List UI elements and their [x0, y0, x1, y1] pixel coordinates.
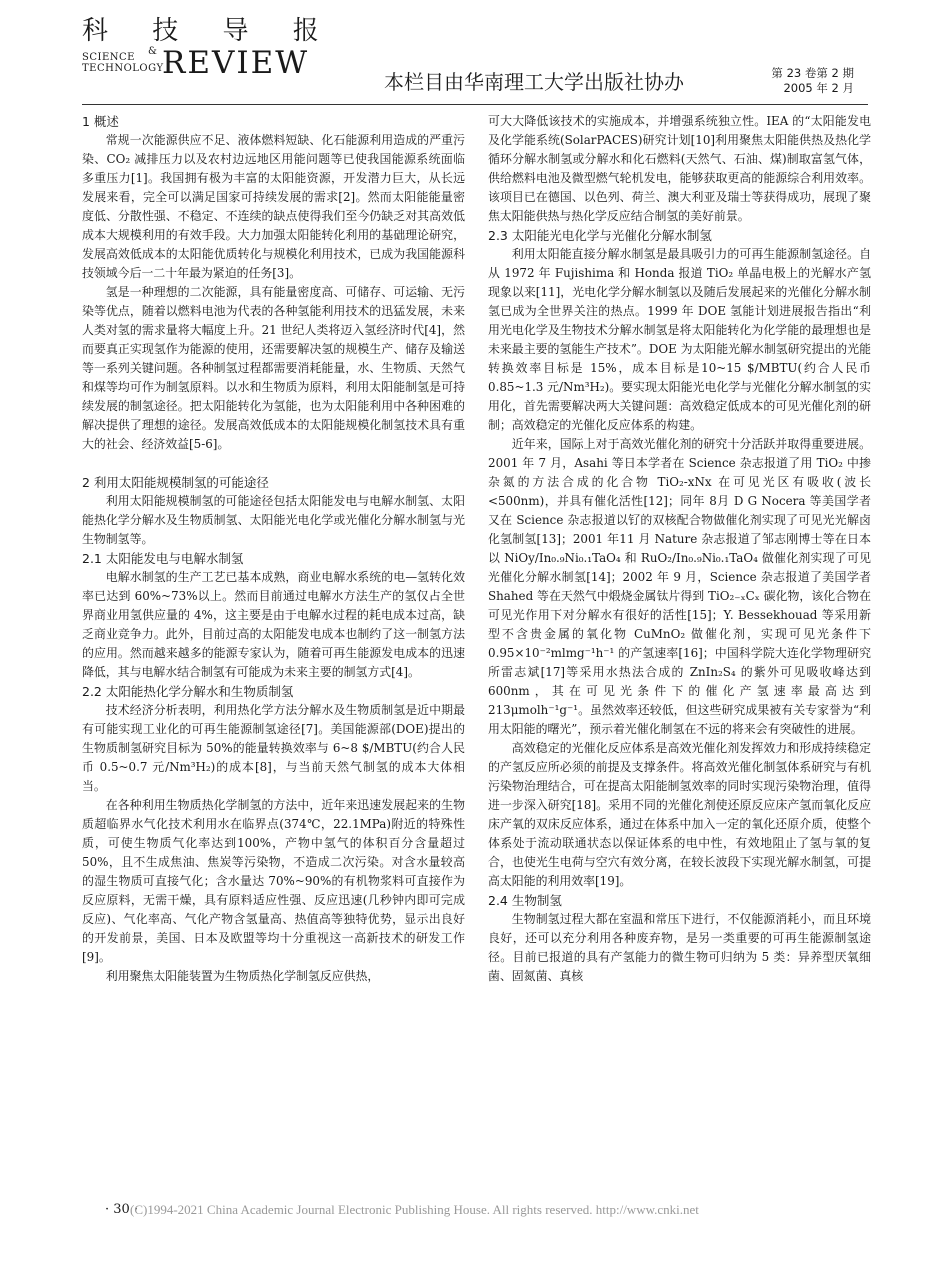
header-rule	[82, 104, 868, 105]
left-paragraph: 利用太阳能规模制氢的可能途径包括太阳能发电与电解水制氢、太阳能热化学分解水及生物质制氢、太阳能光电化学或光催化分解水制氢与光生物制氢等。	[82, 494, 465, 546]
right-column	[488, 112, 871, 986]
left-paragraph: 电解水制氢的生产工艺已基本成熟，商业电解水系统的电—氢转化效率已达到 60%~73%以上。然而目前通过电解水方法生产的氢仅占全世界商业用氢供应量的 4%，这主要是由于电解水过程的耗电成本过高，缺乏商业竞争力。此外，目前过高的太阳能发电成本也制约了这一制氢方法的应用。然而越来越多的能源专家认为，随着可再生能源发电成本的迅速降低，其与电解水结合制氢有可能成为未来主要的制氢方式[4]。	[82, 570, 465, 679]
right-paragraph: 利用太阳能直接分解水制氢是最具吸引力的可再生能源制氢途径。自从 1972 年 Fujishima 和 Honda 报道 TiO₂ 单晶电极上的光解水产氢现象以来[11]，光电化学分解水制氢以及随后发展起来的光催化分解水制氢已成为全世界关注的热点。1999 年 DOE 氢能计划进展报告指出“利用光电化学及生物技术分解水制氢是将太阳能转化为化学能的最理想也是未来最主要的氢能生产技术”。DOE 为太阳能光解水制氢研究提出的光能转换效率目标是 15%，成本目标是10~15 $/MBTU(约合人民币 0.85~1.3 元/Nm³H₂)。要实现太阳能光电化学与光催化分解水制氢的实用化，首先需要解决两大关键问题：高效稳定低成本的可见光催化剂的研制；高效稳定的光催化反应体系的构建。	[488, 247, 871, 432]
left-paragraph: 在各种利用生物质热化学制氢的方法中，近年来迅速发展起来的生物质超临界水气化技术利用水在临界点(374℃，22.1MPa)附近的特殊性质，可使生物质气化率达到100%，产物中氢气的体积百分含量超过 50%，且不生成焦油、焦炭等污染物，不造成二次污染。对含水量较高的湿生物质可直接气化；含水量达 70%~90%的有机物浆料可直接作为反应原料，无需干燥，具有原料适应性强、反应迅速(几秒钟内即可完成反应)、气化率高、气化产物含氢量高、热值高等独特优势，显示出良好的开发前景，美国、日本及欧盟等均十分重视这一高新技术的研发工作[9]。	[82, 798, 465, 964]
issue-info	[771, 66, 854, 96]
left-paragraph: 氢是一种理想的二次能源，具有能量密度高、可储存、可运输、无污染等优点，随着以燃料电池为代表的各种氢能利用技术的迅猛发展，未来人类对氢的需求量将大幅度上升。21 世纪人类将迈入氢经济时代[4]，然而要真正实现氢作为能源的使用，还需要解决氢的规模生产、储存及输送等一系列关键问题。各种制氢过程都需要消耗能量，水、生物质、天然气和煤等均可作为制氢原料。以水和生物质为原料，利用太阳能制氢是可持续发展的制氢途径。把太阳能转化为氢能，也为太阳能利用中各种困难的解决提供了理想的途径。发展高效低成本的太阳能规模化制氢技术具有重大的社会、经济效益[5-6]。	[82, 285, 465, 451]
title-en-science: SCIENCE	[82, 52, 135, 63]
title-en-ampersand: &	[148, 46, 157, 57]
right-paragraph: 可大大降低该技术的实施成本，并增强系统独立性。IEA 的“太阳能发电及化学能系统(SolarPACES)研究计划[10]利用聚焦太阳能供热及热化学循环分解水制氢或分解水和化石燃料(天然气、石油、煤)制取富氢气体，供给燃料电池及微型燃气轮机发电，能够获取更高的能源综合利用效率。该项目已在德国、以色列、荷兰、澳大利亚及瑞士等获得成功，展现了聚焦太阳能供热与热化学反应结合制氢的美好前景。	[488, 114, 871, 223]
column-sponsor-note: 本栏目由华南理工大学出版社协办	[384, 70, 684, 94]
right-paragraph: 生物制氢过程大都在室温和常压下进行，不仅能源消耗小，而且环境良好，还可以充分利用各种废弃物，是另一类重要的可再生能源制氢途径。目前已报道的具有产氢能力的微生物可归纳为 5 类：异养型厌氧细菌、固氮菌、真核	[488, 912, 871, 983]
journal-title-en	[82, 45, 337, 81]
copyright-watermark: (C)1994-2021 China Academic Journal Electronic Publishing House. All rights reserved. http://www.cnki.net	[130, 1202, 699, 1217]
title-en-technology: TECHNOLOGY	[82, 63, 164, 74]
right-paragraph: 高效稳定的光催化反应体系是高效光催化剂发挥效力和形成持续稳定的产氢反应所必须的前提及支撑条件。将高效光催化制氢体系研究与有机污染物治理结合，可在提高太阳能制氢效率的同时实现污染物治理，值得进一步深入研究[18]。采用不同的光催化剂使还原反应床产氢而氧化反应床产氧的双床反应体系，通过在体系中加入一定的氧化还原介质，使整个体系处于流动联通状态以保证体系的电中性，有效地阻止了氢与氧的复合，也使光生电荷与空穴有效分离，在较长波段下实现光解水制氢，可提高太阳能的利用效率[19]。	[488, 741, 871, 888]
right-paragraph: 近年来，国际上对于高效光催化剂的研究十分活跃并取得重要进展。2001 年 7 月，Asahi 等日本学者在 Science 杂志报道了用 TiO₂ 中掺杂氮的方法合成的化合物 TiO₂-xNx 在可见光区有吸收(波长<500nm)，并具有催化活性[12]；同年 8月 D G Nocera 等美国学者又在 Science 杂志报道以钌的双核配合物做催化剂实现了可见光光解卤化氢制氢[13]；2001 年11 月 Nature 杂志报道了邹志刚博士等在日本以 NiOy/In₀.₉Ni₀.₁TaO₄ 和 RuO₂/In₀.₉Ni₀.₁TaO₄ 做催化剂实现了可见光催化分解水制氢[14]；2002 年 9 月，Science 杂志报道了美国学者 Shahed 等在天然气中煅烧金属钛片得到 TiO₂₋ₓCₓ 碳化物，该化合物在可见光作用下对分解水有很好的活性[15]；Y. Bessekhouad 等采用新型不含贵金属的氧化物 CuMnO₂ 做催化剂，实现可见光条件下 0.95×10⁻²mlmg⁻¹h⁻¹ 的产氢速率[16]；中国科学院大连化学物理研究所雷志斌[17]等采用水热法合成的 ZnIn₂S₄ 的紫外可见吸收峰达到 600nm，其在可见光条件下的催化产氢速率最高达到 213μmolh⁻¹g⁻¹。虽然效率还较低，但这些研究成果被有关专家誉为“利用太阳能的曙光”，预示着光催化制氢在不远的将来会有突破性的进展。	[488, 437, 871, 736]
journal-logo	[82, 16, 337, 80]
left-column	[82, 112, 465, 986]
left-heading: 2 利用太阳能规模制氢的可能途径	[82, 475, 269, 490]
left-heading: 2.2 太阳能热化学分解水和生物质制氢	[82, 684, 294, 699]
left-paragraph: 技术经济分析表明，利用热化学方法分解水及生物质制氢是近中期最有可能实现工业化的可再生能源制氢途径[7]。美国能源部(DOE)提出的生物质制氢研究目标为 50%的能量转换效率与 6~8 $/MBTU(约合人民币 0.5~0.7 元/Nm³H₂)的成本[8]，与当前天然气制氢的成本大体相当。	[82, 703, 465, 793]
left-heading: 1 概述	[82, 114, 119, 129]
page-number: · 30 ·	[105, 1202, 139, 1217]
title-en-review: REVIEW	[162, 45, 310, 81]
issue-date: 2005 年 2 月	[783, 81, 854, 95]
right-heading: 2.4 生物制氢	[488, 893, 562, 908]
journal-title-cn: 科 技 导 报	[82, 16, 337, 46]
left-spacer	[82, 454, 465, 473]
left-paragraph: 常规一次能源供应不足、液体燃料短缺、化石能源利用造成的严重污染、CO₂ 减排压力以及农村边远地区用能问题等已使我国能源系统面临多重压力[1]。我国拥有极为丰富的太阳能资源，开发潜力巨大，从长远发展来看，完全可以满足国家可持续发展的需求[2]。然而太阳能能量密度低、分散性强、不稳定、不连续的缺点使得我们至今仍缺乏对其高效低成本大规模利用的有效手段。大力加强太阳能转化利用的基础理论研究，发展高效低成本的太阳能优质转化与规模化利用技术，已成为我国能源科技领域今后一二十年最为紧迫的任务[3]。	[82, 133, 465, 280]
left-heading: 2.1 太阳能发电与电解水制氢	[82, 551, 244, 566]
issue-volume: 第 23 卷第 2 期	[771, 66, 854, 80]
left-paragraph: 利用聚焦太阳能装置为生物质热化学制氢反应供热，	[105, 969, 380, 983]
right-heading: 2.3 太阳能光电化学与光催化分解水制氢	[488, 228, 712, 243]
